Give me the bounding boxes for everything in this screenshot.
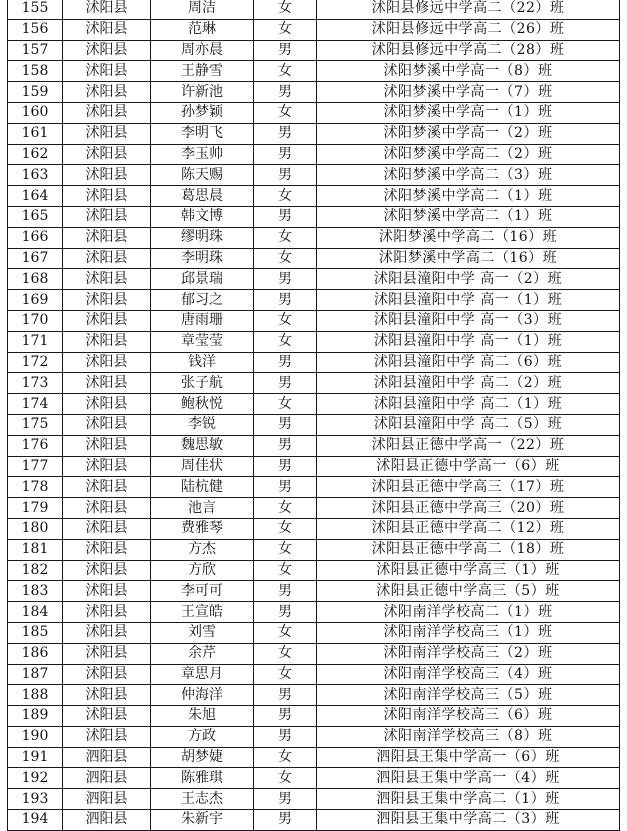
student-name-cell: 陈天赐 bbox=[151, 165, 254, 186]
student-name-cell: 韩文博 bbox=[151, 206, 254, 227]
student-name-cell: 唐雨珊 bbox=[151, 310, 254, 331]
gender-cell: 女 bbox=[254, 498, 317, 519]
county-cell: 沭阳县 bbox=[63, 352, 151, 373]
school-class-cell: 沭阳县潼阳中学 高二（1）班 bbox=[317, 394, 620, 415]
county-cell: 沭阳县 bbox=[63, 726, 151, 747]
roster-body bbox=[8, 0, 620, 830]
student-name-cell: 朱新宇 bbox=[151, 810, 254, 831]
table-row bbox=[8, 394, 620, 415]
student-name-cell: 方杰 bbox=[151, 539, 254, 560]
row-number: 193 bbox=[8, 789, 63, 810]
student-name-cell: 刘雪 bbox=[151, 622, 254, 643]
school-class-cell: 沭阳梦溪中学高一（7）班 bbox=[317, 82, 620, 103]
table-row bbox=[8, 414, 620, 435]
county-cell: 沭阳县 bbox=[63, 539, 151, 560]
county-cell: 沭阳县 bbox=[63, 0, 151, 19]
county-cell: 沭阳县 bbox=[63, 622, 151, 643]
school-class-cell: 沭阳南洋学校高三（1）班 bbox=[317, 622, 620, 643]
row-number: 184 bbox=[8, 602, 63, 623]
school-class-cell: 沭阳县潼阳中学 高一（1）班 bbox=[317, 290, 620, 311]
row-number: 192 bbox=[8, 768, 63, 789]
gender-cell: 女 bbox=[254, 61, 317, 82]
table-row bbox=[8, 643, 620, 664]
gender-cell: 男 bbox=[254, 810, 317, 831]
table-row bbox=[8, 123, 620, 144]
school-class-cell: 沭阳县潼阳中学 高一（1）班 bbox=[317, 331, 620, 352]
gender-cell: 女 bbox=[254, 227, 317, 248]
row-number: 169 bbox=[8, 290, 63, 311]
student-name-cell: 池言 bbox=[151, 498, 254, 519]
row-number: 185 bbox=[8, 622, 63, 643]
county-cell: 沭阳县 bbox=[63, 477, 151, 498]
student-name-cell: 郁习之 bbox=[151, 290, 254, 311]
table-row bbox=[8, 581, 620, 602]
student-name-cell: 缪明珠 bbox=[151, 227, 254, 248]
student-roster-table bbox=[7, 0, 620, 831]
county-cell: 沭阳县 bbox=[63, 581, 151, 602]
row-number: 178 bbox=[8, 477, 63, 498]
gender-cell: 女 bbox=[254, 310, 317, 331]
county-cell: 沭阳县 bbox=[63, 82, 151, 103]
gender-cell: 男 bbox=[254, 706, 317, 727]
row-number: 156 bbox=[8, 19, 63, 40]
student-name-cell: 张子航 bbox=[151, 373, 254, 394]
county-cell: 泗阳县 bbox=[63, 810, 151, 831]
gender-cell: 女 bbox=[254, 0, 317, 19]
school-class-cell: 沭阳南洋学校高三（8）班 bbox=[317, 726, 620, 747]
student-name-cell: 李可可 bbox=[151, 581, 254, 602]
student-name-cell: 李锐 bbox=[151, 414, 254, 435]
gender-cell: 女 bbox=[254, 664, 317, 685]
county-cell: 沭阳县 bbox=[63, 456, 151, 477]
row-number: 164 bbox=[8, 186, 63, 207]
student-name-cell: 方欣 bbox=[151, 560, 254, 581]
table-row bbox=[8, 706, 620, 727]
table-row bbox=[8, 40, 620, 61]
gender-cell: 男 bbox=[254, 269, 317, 290]
gender-cell: 女 bbox=[254, 768, 317, 789]
student-name-cell: 周佳状 bbox=[151, 456, 254, 477]
gender-cell: 男 bbox=[254, 352, 317, 373]
table-row bbox=[8, 373, 620, 394]
school-class-cell: 沭阳南洋学校高三（2）班 bbox=[317, 643, 620, 664]
row-number: 173 bbox=[8, 373, 63, 394]
student-name-cell: 陆杭健 bbox=[151, 477, 254, 498]
gender-cell: 男 bbox=[254, 144, 317, 165]
table-row bbox=[8, 539, 620, 560]
gender-cell: 男 bbox=[254, 40, 317, 61]
gender-cell: 男 bbox=[254, 726, 317, 747]
table-row bbox=[8, 165, 620, 186]
school-class-cell: 沭阳县正德中学高一（6）班 bbox=[317, 456, 620, 477]
gender-cell: 女 bbox=[254, 747, 317, 768]
table-row bbox=[8, 498, 620, 519]
gender-cell: 男 bbox=[254, 123, 317, 144]
table-row bbox=[8, 61, 620, 82]
gender-cell: 女 bbox=[254, 518, 317, 539]
county-cell: 沭阳县 bbox=[63, 560, 151, 581]
gender-cell: 女 bbox=[254, 186, 317, 207]
gender-cell: 女 bbox=[254, 643, 317, 664]
gender-cell: 男 bbox=[254, 373, 317, 394]
county-cell: 沭阳县 bbox=[63, 144, 151, 165]
school-class-cell: 沭阳梦溪中学高二（3）班 bbox=[317, 165, 620, 186]
student-name-cell: 章莹莹 bbox=[151, 331, 254, 352]
student-name-cell: 孙梦颖 bbox=[151, 102, 254, 123]
student-name-cell: 章思月 bbox=[151, 664, 254, 685]
school-class-cell: 沭阳县正德中学高二（18）班 bbox=[317, 539, 620, 560]
school-class-cell: 沭阳县正德中学高三（20）班 bbox=[317, 498, 620, 519]
school-class-cell: 泗阳县王集中学高一（4）班 bbox=[317, 768, 620, 789]
table-row bbox=[8, 331, 620, 352]
table-row bbox=[8, 768, 620, 789]
county-cell: 沭阳县 bbox=[63, 290, 151, 311]
student-name-cell: 李明飞 bbox=[151, 123, 254, 144]
row-number: 179 bbox=[8, 498, 63, 519]
gender-cell: 女 bbox=[254, 248, 317, 269]
school-class-cell: 沭阳梦溪中学高二（16）班 bbox=[317, 248, 620, 269]
gender-cell: 女 bbox=[254, 560, 317, 581]
row-number: 170 bbox=[8, 310, 63, 331]
table-row bbox=[8, 248, 620, 269]
student-name-cell: 胡梦婕 bbox=[151, 747, 254, 768]
student-name-cell: 费雅琴 bbox=[151, 518, 254, 539]
row-number: 172 bbox=[8, 352, 63, 373]
county-cell: 沭阳县 bbox=[63, 643, 151, 664]
student-name-cell: 邱景瑞 bbox=[151, 269, 254, 290]
row-number: 161 bbox=[8, 123, 63, 144]
county-cell: 沭阳县 bbox=[63, 685, 151, 706]
table-row bbox=[8, 290, 620, 311]
county-cell: 沭阳县 bbox=[63, 61, 151, 82]
school-class-cell: 沭阳县潼阳中学 高二（6）班 bbox=[317, 352, 620, 373]
school-class-cell: 沭阳县修远中学高二（26）班 bbox=[317, 19, 620, 40]
table-row bbox=[8, 685, 620, 706]
county-cell: 沭阳县 bbox=[63, 518, 151, 539]
row-number: 183 bbox=[8, 581, 63, 602]
county-cell: 沭阳县 bbox=[63, 373, 151, 394]
table-row bbox=[8, 477, 620, 498]
student-name-cell: 许新池 bbox=[151, 82, 254, 103]
table-row bbox=[8, 435, 620, 456]
school-class-cell: 沭阳县潼阳中学 高一（3）班 bbox=[317, 310, 620, 331]
school-class-cell: 沭阳梦溪中学高二（1）班 bbox=[317, 186, 620, 207]
county-cell: 沭阳县 bbox=[63, 331, 151, 352]
county-cell: 沭阳县 bbox=[63, 310, 151, 331]
row-number: 157 bbox=[8, 40, 63, 61]
row-number: 181 bbox=[8, 539, 63, 560]
table-row bbox=[8, 0, 620, 19]
table-row bbox=[8, 747, 620, 768]
student-name-cell: 魏思敏 bbox=[151, 435, 254, 456]
gender-cell: 男 bbox=[254, 435, 317, 456]
gender-cell: 男 bbox=[254, 581, 317, 602]
row-number: 155 bbox=[8, 0, 63, 19]
table-row bbox=[8, 664, 620, 685]
row-number: 182 bbox=[8, 560, 63, 581]
county-cell: 沭阳县 bbox=[63, 414, 151, 435]
school-class-cell: 沭阳梦溪中学高一（2）班 bbox=[317, 123, 620, 144]
row-number: 190 bbox=[8, 726, 63, 747]
county-cell: 泗阳县 bbox=[63, 747, 151, 768]
school-class-cell: 沭阳梦溪中学高二（2）班 bbox=[317, 144, 620, 165]
row-number: 165 bbox=[8, 206, 63, 227]
row-number: 180 bbox=[8, 518, 63, 539]
table-row bbox=[8, 186, 620, 207]
gender-cell: 男 bbox=[254, 456, 317, 477]
row-number: 187 bbox=[8, 664, 63, 685]
gender-cell: 女 bbox=[254, 331, 317, 352]
gender-cell: 男 bbox=[254, 82, 317, 103]
gender-cell: 男 bbox=[254, 414, 317, 435]
county-cell: 沭阳县 bbox=[63, 19, 151, 40]
county-cell: 沭阳县 bbox=[63, 206, 151, 227]
school-class-cell: 沭阳县修远中学高二（28）班 bbox=[317, 40, 620, 61]
student-name-cell: 葛思晨 bbox=[151, 186, 254, 207]
county-cell: 沭阳县 bbox=[63, 248, 151, 269]
school-class-cell: 沭阳南洋学校高二（1）班 bbox=[317, 602, 620, 623]
school-class-cell: 沭阳南洋学校高三（4）班 bbox=[317, 664, 620, 685]
county-cell: 泗阳县 bbox=[63, 768, 151, 789]
table-row bbox=[8, 810, 620, 831]
gender-cell: 男 bbox=[254, 477, 317, 498]
student-name-cell: 李玉帅 bbox=[151, 144, 254, 165]
table-row bbox=[8, 206, 620, 227]
school-class-cell: 泗阳县王集中学高二（1）班 bbox=[317, 789, 620, 810]
row-number: 159 bbox=[8, 82, 63, 103]
table-row bbox=[8, 352, 620, 373]
student-name-cell: 王静雪 bbox=[151, 61, 254, 82]
student-name-cell: 余芹 bbox=[151, 643, 254, 664]
table-row bbox=[8, 602, 620, 623]
gender-cell: 女 bbox=[254, 19, 317, 40]
county-cell: 沭阳县 bbox=[63, 435, 151, 456]
student-name-cell: 鲍秋悦 bbox=[151, 394, 254, 415]
county-cell: 沭阳县 bbox=[63, 165, 151, 186]
table-row bbox=[8, 518, 620, 539]
table-row bbox=[8, 622, 620, 643]
row-number: 163 bbox=[8, 165, 63, 186]
row-number: 168 bbox=[8, 269, 63, 290]
county-cell: 沭阳县 bbox=[63, 186, 151, 207]
table-row bbox=[8, 82, 620, 103]
gender-cell: 男 bbox=[254, 602, 317, 623]
county-cell: 沭阳县 bbox=[63, 706, 151, 727]
county-cell: 沭阳县 bbox=[63, 394, 151, 415]
row-number: 167 bbox=[8, 248, 63, 269]
school-class-cell: 沭阳梦溪中学高二（16）班 bbox=[317, 227, 620, 248]
student-name-cell: 王志杰 bbox=[151, 789, 254, 810]
table-row bbox=[8, 19, 620, 40]
county-cell: 沭阳县 bbox=[63, 664, 151, 685]
gender-cell: 男 bbox=[254, 165, 317, 186]
row-number: 166 bbox=[8, 227, 63, 248]
row-number: 162 bbox=[8, 144, 63, 165]
student-name-cell: 李明珠 bbox=[151, 248, 254, 269]
gender-cell: 男 bbox=[254, 789, 317, 810]
row-number: 174 bbox=[8, 394, 63, 415]
county-cell: 沭阳县 bbox=[63, 269, 151, 290]
table-row bbox=[8, 269, 620, 290]
school-class-cell: 沭阳梦溪中学高二（1）班 bbox=[317, 206, 620, 227]
row-number: 177 bbox=[8, 456, 63, 477]
county-cell: 泗阳县 bbox=[63, 789, 151, 810]
county-cell: 沭阳县 bbox=[63, 40, 151, 61]
row-number: 158 bbox=[8, 61, 63, 82]
county-cell: 沭阳县 bbox=[63, 602, 151, 623]
row-number: 175 bbox=[8, 414, 63, 435]
school-class-cell: 沭阳南洋学校高三（5）班 bbox=[317, 685, 620, 706]
table-row bbox=[8, 102, 620, 123]
table-row bbox=[8, 789, 620, 810]
row-number: 160 bbox=[8, 102, 63, 123]
school-class-cell: 沭阳县潼阳中学 高二（2）班 bbox=[317, 373, 620, 394]
row-number: 176 bbox=[8, 435, 63, 456]
gender-cell: 女 bbox=[254, 102, 317, 123]
county-cell: 沭阳县 bbox=[63, 227, 151, 248]
table-row bbox=[8, 310, 620, 331]
gender-cell: 男 bbox=[254, 206, 317, 227]
school-class-cell: 沭阳梦溪中学高一（8）班 bbox=[317, 61, 620, 82]
table-row bbox=[8, 144, 620, 165]
school-class-cell: 泗阳县王集中学高二（3）班 bbox=[317, 810, 620, 831]
gender-cell: 女 bbox=[254, 394, 317, 415]
student-name-cell: 王宣皓 bbox=[151, 602, 254, 623]
school-class-cell: 沭阳县潼阳中学 高一（2）班 bbox=[317, 269, 620, 290]
school-class-cell: 沭阳县正德中学高一（22）班 bbox=[317, 435, 620, 456]
table-row bbox=[8, 726, 620, 747]
row-number: 191 bbox=[8, 747, 63, 768]
student-name-cell: 仲海洋 bbox=[151, 685, 254, 706]
school-class-cell: 沭阳县正德中学高三（1）班 bbox=[317, 560, 620, 581]
county-cell: 沭阳县 bbox=[63, 102, 151, 123]
row-number: 188 bbox=[8, 685, 63, 706]
county-cell: 沭阳县 bbox=[63, 123, 151, 144]
table-row bbox=[8, 560, 620, 581]
table-row bbox=[8, 456, 620, 477]
gender-cell: 男 bbox=[254, 290, 317, 311]
gender-cell: 男 bbox=[254, 685, 317, 706]
student-name-cell: 朱旭 bbox=[151, 706, 254, 727]
student-name-cell: 钱洋 bbox=[151, 352, 254, 373]
school-class-cell: 沭阳县正德中学高三（5）班 bbox=[317, 581, 620, 602]
gender-cell: 女 bbox=[254, 622, 317, 643]
school-class-cell: 泗阳县王集中学高一（6）班 bbox=[317, 747, 620, 768]
student-name-cell: 周洁 bbox=[151, 0, 254, 19]
student-name-cell: 周亦晨 bbox=[151, 40, 254, 61]
row-number: 186 bbox=[8, 643, 63, 664]
student-name-cell: 陈雅琪 bbox=[151, 768, 254, 789]
county-cell: 沭阳县 bbox=[63, 498, 151, 519]
row-number: 171 bbox=[8, 331, 63, 352]
school-class-cell: 沭阳县正德中学高二（12）班 bbox=[317, 518, 620, 539]
gender-cell: 女 bbox=[254, 539, 317, 560]
student-name-cell: 方政 bbox=[151, 726, 254, 747]
row-number: 194 bbox=[8, 810, 63, 831]
school-class-cell: 沭阳县修远中学高二（22）班 bbox=[317, 0, 620, 19]
school-class-cell: 沭阳南洋学校高三（6）班 bbox=[317, 706, 620, 727]
school-class-cell: 沭阳梦溪中学高一（1）班 bbox=[317, 102, 620, 123]
student-name-cell: 范琳 bbox=[151, 19, 254, 40]
row-number: 189 bbox=[8, 706, 63, 727]
table-row bbox=[8, 227, 620, 248]
school-class-cell: 沭阳县潼阳中学 高二（5）班 bbox=[317, 414, 620, 435]
school-class-cell: 沭阳县正德中学高三（17）班 bbox=[317, 477, 620, 498]
